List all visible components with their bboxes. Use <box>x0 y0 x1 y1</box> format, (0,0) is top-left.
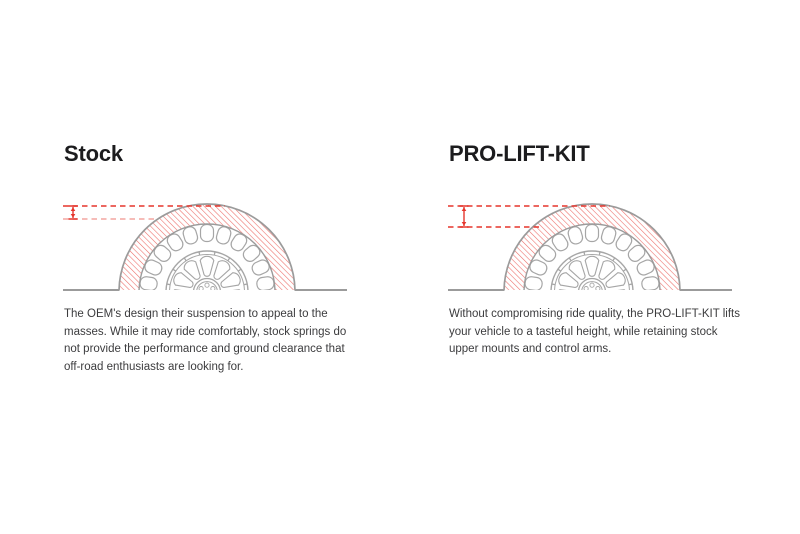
pro-lift-kit-description: Without compromising ride quality, the PRO-LIFT-KIT lifts your vehicle to a tasteful height, while retaining stock upper mounts and control arms. <box>449 308 740 355</box>
wheel <box>504 204 680 294</box>
panel-pro-lift-kit <box>448 0 788 534</box>
stock-heading: Stock <box>64 141 123 166</box>
wheel <box>119 204 295 294</box>
stock-description: The OEM's design their suspension to appeal to the masses. While it may ride comfortably, stock springs do not provide the performance and ground clearance that off-road enthusiasts are looking for. <box>64 308 347 373</box>
stock-wheel-diagram <box>63 190 347 294</box>
panel-stock <box>63 0 403 534</box>
pro-lift-kit-wheel-diagram <box>448 190 732 294</box>
pro-lift-kit-heading: PRO-LIFT-KIT <box>449 141 590 166</box>
